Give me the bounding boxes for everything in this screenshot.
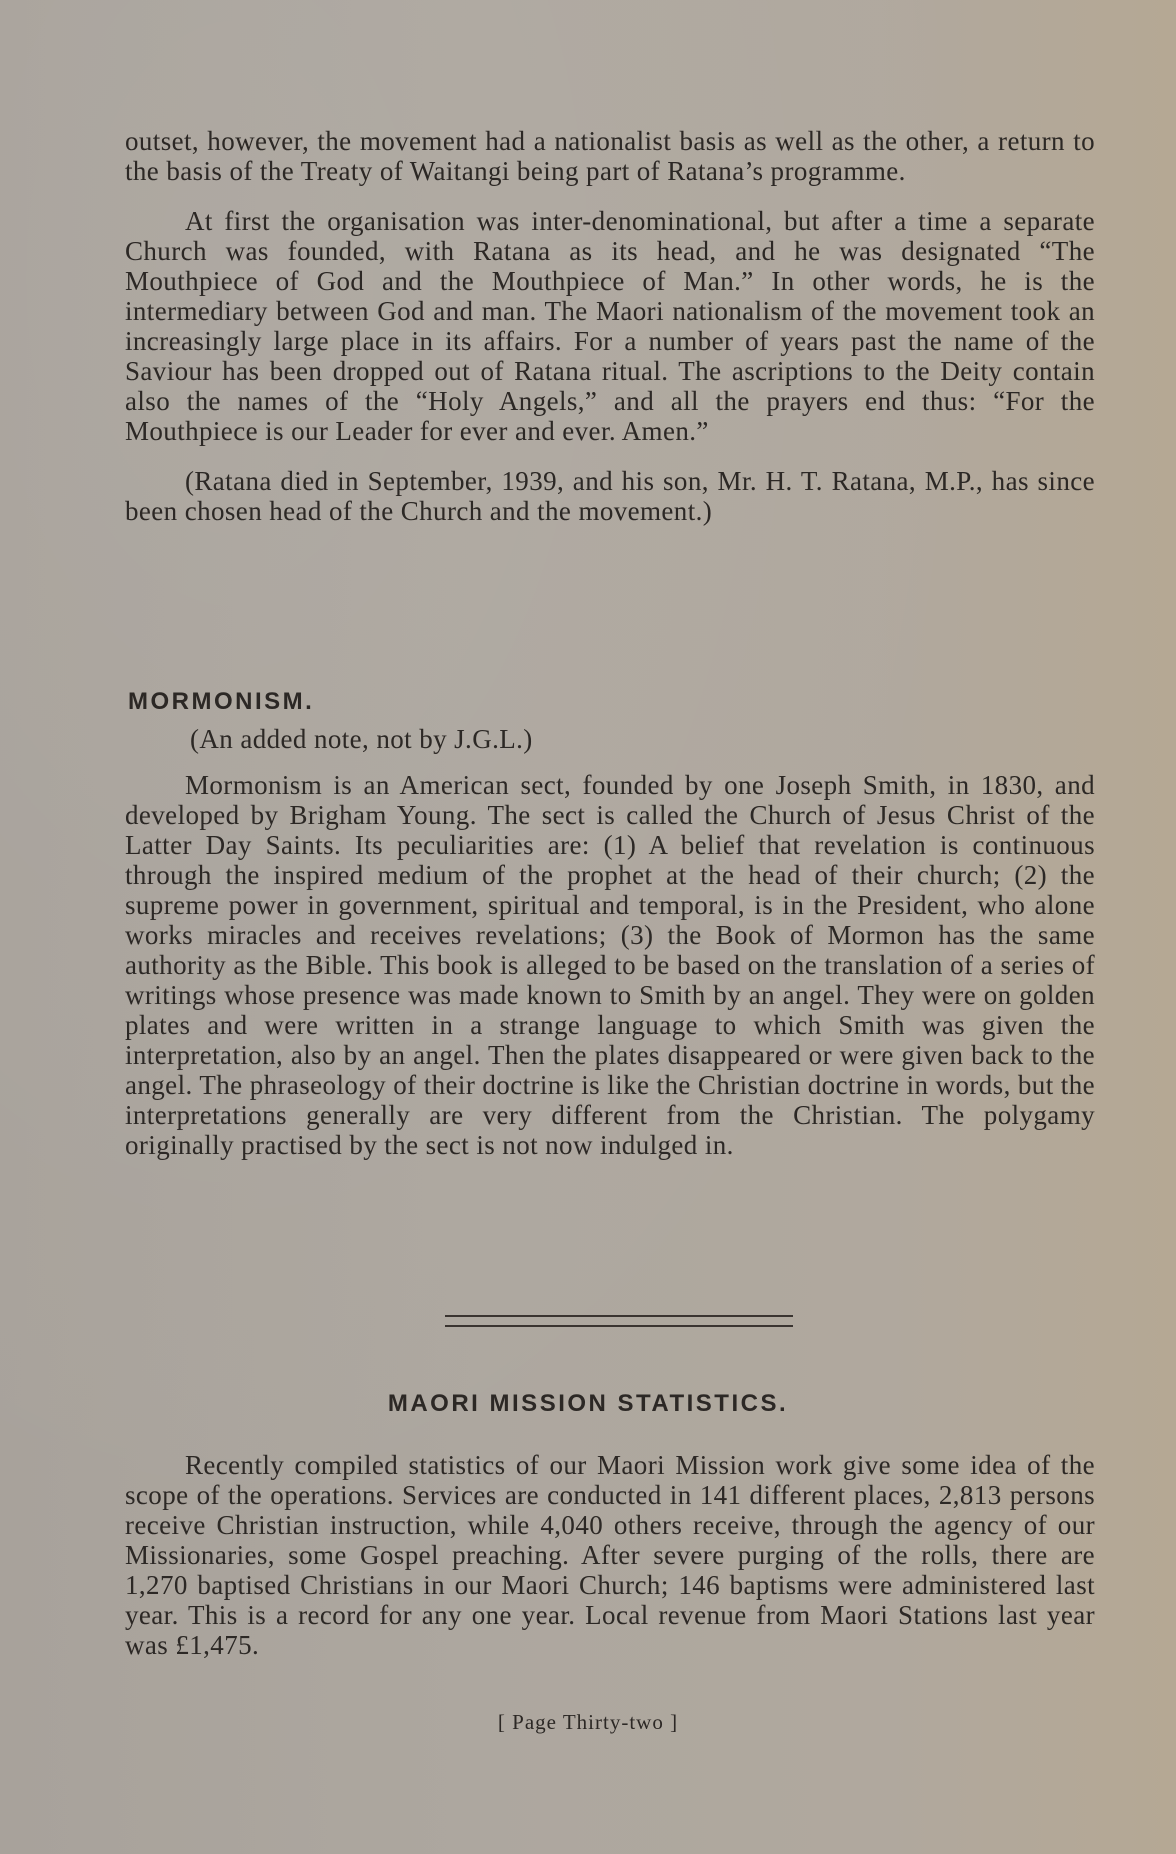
statistics-heading: MAORI MISSION STATISTICS.	[387, 1390, 789, 1417]
mormonism-section	[125, 770, 1095, 1160]
mormonism-paragraph: Mormonism is an American sect, founded by one Joseph Smith, in 1830, and developed by Brigham Young. The sect is called the Church of Jesus Christ of the Latter Day Saints. Its peculiarities are: (1) A belief that revelation is continuous through the inspired medium of the prophet at the head of their church; (2) the supreme power in government, spiritual and temporal, is in the President, who alone works miracles and receives revelations; (3) the Book of Mormon has the same authority as the Bible. This book is alleged to be based on the translation of a series of writings whose presence was made known to Smith by an angel. They were on golden plates and were written in a strange language to which Smith was given the interpretation, also by an angel. Then the plates disappeared or were given back to the angel. The phraseology of their doctrine is like the Christian doctrine in words, but the interpretations generally are very different from the Christian. The polygamy originally practised by the sect is not now indulged in.	[125, 770, 1095, 1160]
ratana-paragraph-1: outset, however, the movement had a nationalist basis as well as the other, a return to the basis of the Treaty of Waitangi being part of Ratana’s programme.	[125, 126, 1095, 186]
divider-rule-top	[445, 1315, 793, 1317]
statistics-section	[125, 1450, 1095, 1660]
page-number: [ Page Thirty-two ]	[497, 1710, 679, 1734]
mormonism-heading: MORMONISM.	[128, 688, 315, 715]
statistics-paragraph: Recently compiled statistics of our Maori Mission work give some idea of the scope of the operations. Services are conducted in 141 different places, 2,813 persons receive Christian instruction, while 4,040 others receive, through the agency of our Missionaries, some Gospel preaching. After severe purging of the rolls, there are 1,270 baptised Christians in our Maori Church; 146 baptisms were administered last year. This is a record for any one year. Local revenue from Maori Stations last year was £1,475.	[125, 1450, 1095, 1660]
divider-rule-bottom	[445, 1325, 793, 1327]
ratana-section	[125, 126, 1095, 526]
ratana-paragraph-2: At first the organisation was inter-denominational, but after a time a separate Church was founded, with Ratana as its head, and he was designated “The Mouthpiece of God and the Mouthpiece of Man.” In other words, he is the intermediary between God and man. The Maori nationalism of the movement took an increasingly large place in its affairs. For a number of years past the name of the Saviour has been dropped out of Ratana ritual. The ascriptions to the Deity contain also the names of the “Holy Angels,” and all the prayers end thus: “For the Mouthpiece is our Leader for ever and ever. Amen.”	[125, 206, 1095, 446]
mormonism-note: (An added note, not by J.G.L.)	[190, 724, 533, 754]
ratana-paragraph-3: (Ratana died in September, 1939, and his son, Mr. H. T. Ratana, M.P., has since been chosen head of the Church and the movement.)	[125, 466, 1095, 526]
